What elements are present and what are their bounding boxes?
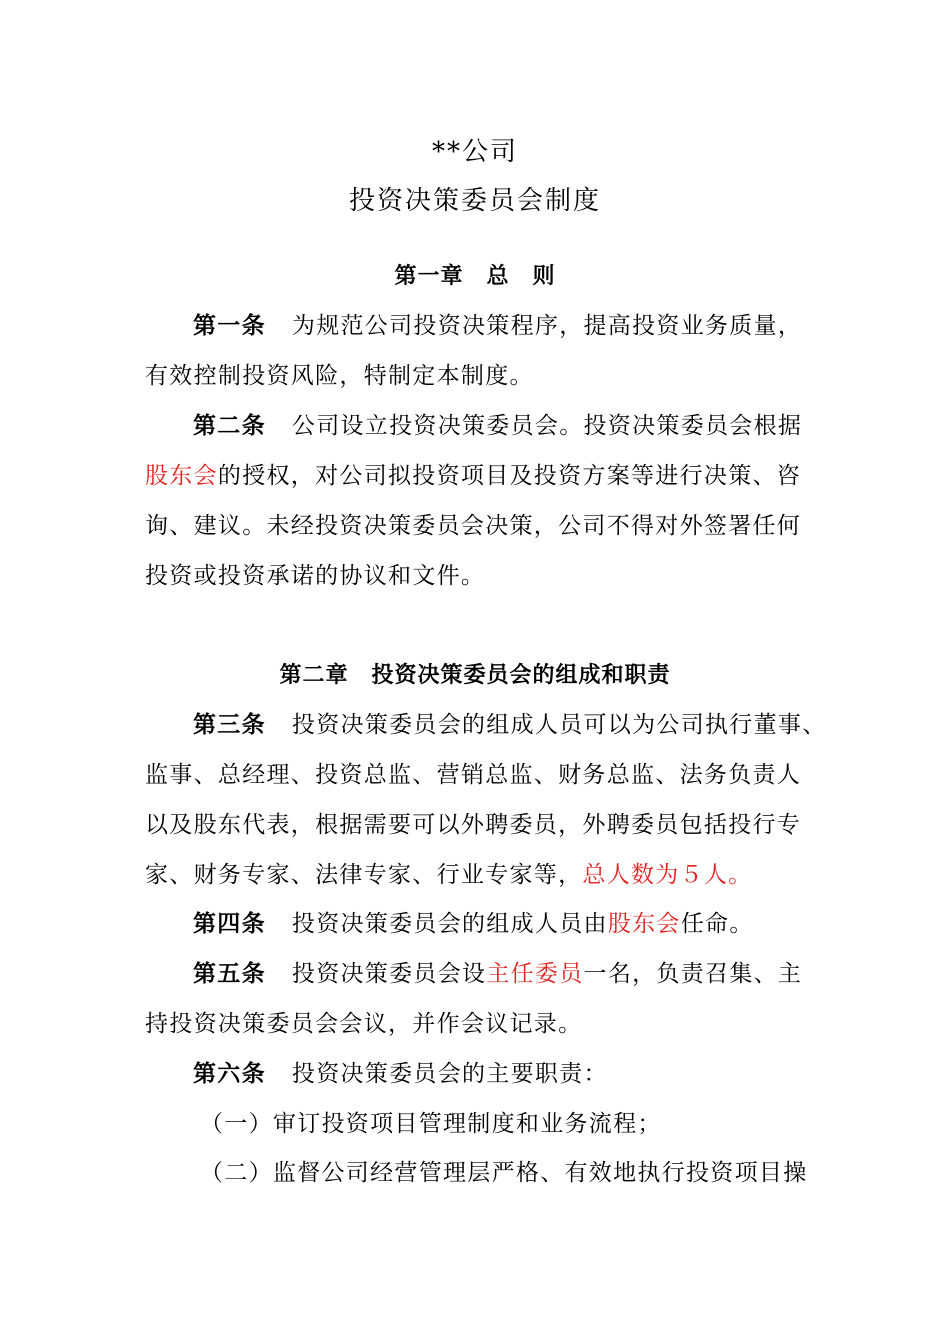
article-3: [193, 710, 827, 740]
article-5-text-end: 一名，负责召集、主: [583, 961, 803, 987]
article-5-line-2: 持投资决策委员会会议，并作会议记录。: [145, 1011, 583, 1037]
article-4: [193, 909, 754, 939]
article-6-item-1: （一）审订投资项目管理制度和业务流程；: [200, 1111, 662, 1137]
article-2: [193, 411, 802, 441]
chapter-1-heading: 第一章 总 则: [394, 263, 556, 289]
article-5-text: 投资决策委员会设: [291, 961, 487, 987]
chapter-2-heading: 第二章 投资决策委员会的组成和职责: [279, 662, 671, 688]
article-5: [193, 959, 802, 989]
highlight-shareholders-meeting-2: 股东会: [607, 911, 681, 937]
highlight-shareholders-meeting: 股东会: [145, 463, 218, 489]
article-6-text: 投资决策委员会的主要职责：: [291, 1061, 608, 1087]
article-4-text: 投资决策委员会的组成人员由: [291, 911, 608, 937]
article-3-line-4: [145, 860, 753, 890]
article-2-line-4: 投资或投资承诺的协议和文件。: [145, 563, 486, 589]
article-2-line-2: [145, 461, 801, 491]
company-name: **公司: [431, 137, 518, 167]
article-4-label: 第四条: [193, 910, 266, 937]
article-1-label: 第一条: [193, 312, 266, 339]
article-1: [193, 311, 802, 341]
article-3-line-2: 监事、总经理、投资总监、营销总监、财务总监、法务负责人: [145, 762, 802, 788]
article-2-text: 公司设立投资决策委员会。投资决策委员会根据: [291, 413, 803, 439]
article-2-line-2-text: 的授权，对公司拟投资项目及投资方案等进行决策、咨: [217, 463, 802, 489]
article-2-line-3: 询、建议。未经投资决策委员会决策，公司不得对外签署任何: [145, 513, 802, 539]
article-6-label: 第六条: [193, 1060, 266, 1087]
highlight-total-members: 总人数为５人。: [582, 862, 753, 888]
article-3-label: 第三条: [193, 711, 266, 738]
article-1-line-2: 有效控制投资风险，特制定本制度。: [145, 363, 534, 389]
article-2-label: 第二条: [193, 412, 266, 439]
highlight-chairman: 主任委员: [486, 961, 584, 987]
article-3-line-4-text: 家、财务专家、法律专家、行业专家等，: [145, 862, 583, 888]
document-title: 投资决策委员会制度: [348, 186, 601, 216]
article-3-text: 投资决策委员会的组成人员可以为公司执行董事、: [291, 712, 827, 738]
article-6: [193, 1059, 608, 1089]
article-1-text: 为规范公司投资决策程序，提高投资业务质量，: [291, 313, 803, 339]
article-4-text-end: 任命。: [680, 911, 754, 937]
article-5-label: 第五条: [193, 960, 266, 987]
article-6-item-2: （二）监督公司经营管理层严格、有效地执行投资项目操: [200, 1160, 808, 1186]
article-3-line-3: 以及股东代表，根据需要可以外聘委员，外聘委员包括投行专: [145, 812, 802, 838]
